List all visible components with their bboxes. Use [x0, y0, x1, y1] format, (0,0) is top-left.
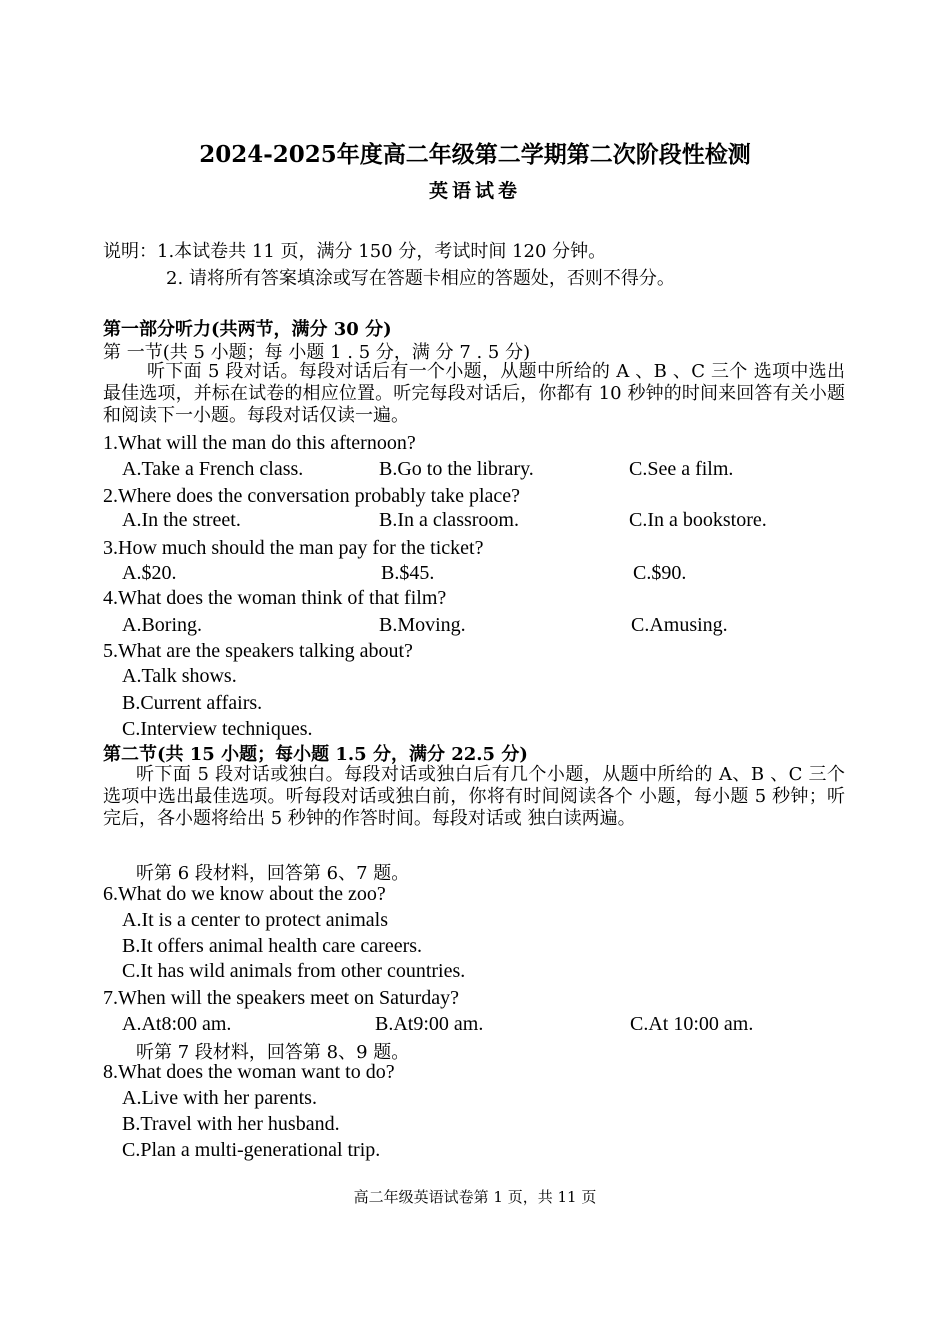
- question-stem: 5.What are the speakers talking about?: [103, 640, 413, 662]
- exam-subtitle: 英语试卷: [428, 180, 521, 202]
- instruction-line-1: 说明：1.本试卷共 11 页，满分 150 分，考试时间 120 分钟。: [103, 241, 607, 262]
- material-note: 听第 7 段材料，回答第 8、9 题。: [136, 1042, 410, 1063]
- option-c: C.In a bookstore.: [629, 509, 767, 531]
- question-stem: 6.What do we know about the zoo?: [103, 883, 386, 905]
- option-a: A.Take a French class.: [122, 458, 304, 480]
- option-a: A.It is a center to protect animals: [122, 909, 389, 931]
- option-a: A.Talk shows.: [122, 665, 237, 687]
- option-b: B.Travel with her husband.: [122, 1113, 340, 1135]
- option-b: B.Current affairs.: [122, 692, 263, 714]
- part1-heading: 第一部分听力(共两节，满分 30 分): [103, 319, 392, 340]
- page-footer: 高二年级英语试卷第 1 页，共 11 页: [353, 1188, 597, 1206]
- section1-directions: 听下面 5 段对话。每段对话后有一个小题，从题中所给的 A 、B 、C 三个 选项中选出最佳选项，并标在试卷的相应位置。听完每段对话后，你都有 10 秒钟的时间来回答有关小题和阅读下一小题。每段对话仅读一遍。: [103, 361, 845, 426]
- option-c: C.Amusing.: [631, 614, 728, 636]
- section1-heading: 第 一节(共 5 小题；每 小题 1 . 5 分，满 分 7 . 5 分): [103, 342, 531, 363]
- section2-directions: 听下面 5 段对话或独白。每段对话或独白后有几个小题，从题中所给的 A、B 、C 三个选项中选出最佳选项。听每段对话或独白前，你将有时间阅读各个 小题，每小题 5 秒钟；听完后，各小题将给出 5 秒钟的作答时间。每段对话或 独白读两遍。: [103, 764, 845, 829]
- question-stem: 4.What does the woman think of that film?: [103, 587, 447, 609]
- option-c: C.At 10:00 am.: [630, 1013, 754, 1035]
- option-b: B.In a classroom.: [379, 509, 519, 531]
- option-c: C.Plan a multi-generational trip.: [122, 1139, 381, 1161]
- question-stem: 3.How much should the man pay for the ticket?: [103, 537, 484, 559]
- exam-title: 2024-2025年度高二年级第二学期第二次阶段性检测: [199, 141, 751, 168]
- option-b: B.It offers animal health care careers.: [122, 935, 423, 957]
- option-b: B.$45.: [381, 562, 435, 584]
- option-c: C.$90.: [633, 562, 687, 584]
- section2-heading: 第二节(共 15 小题；每小题 1.5 分，满分 22.5 分): [103, 744, 528, 765]
- question-stem: 8.What does the woman want to do?: [103, 1061, 395, 1083]
- question-stem: 7.When will the speakers meet on Saturday?: [103, 987, 459, 1009]
- material-note: 听第 6 段材料，回答第 6、7 题。: [136, 863, 410, 884]
- option-b: B.Go to the library.: [379, 458, 534, 480]
- question-stem: 2.Where does the conversation probably take place?: [103, 485, 521, 507]
- option-a: A.At8:00 am.: [122, 1013, 232, 1035]
- option-b: B.Moving.: [379, 614, 466, 636]
- option-a: A.In the street.: [122, 509, 241, 531]
- option-c: C.It has wild animals from other countries.: [122, 960, 466, 982]
- question-stem: 1.What will the man do this afternoon?: [103, 432, 416, 454]
- instruction-line-2: 2. 请将所有答案填涂或写在答题卡相应的答题处，否则不得分。: [166, 268, 675, 289]
- option-a: A.Live with her parents.: [122, 1087, 317, 1109]
- option-a: A.$20.: [122, 562, 177, 584]
- option-b: B.At9:00 am.: [375, 1013, 484, 1035]
- option-c: C.Interview techniques.: [122, 718, 313, 740]
- option-c: C.See a film.: [629, 458, 734, 480]
- option-a: A.Boring.: [122, 614, 202, 636]
